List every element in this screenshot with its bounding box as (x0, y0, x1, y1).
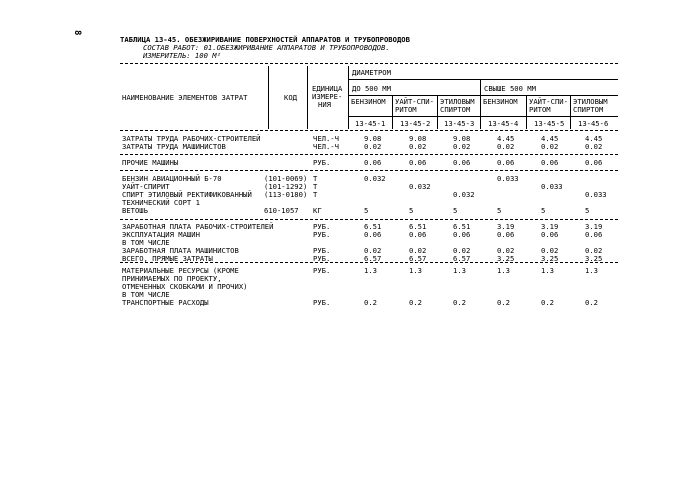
header-bottom-rule (120, 130, 618, 131)
code-13-45-4: 13-45-4 (488, 119, 519, 128)
row-value-col-6: 0.02 (585, 142, 603, 151)
row-value-col-4: 0.06 (497, 230, 515, 239)
row-value-col-6: 0.2 (585, 298, 598, 307)
row-unit: Т (313, 190, 318, 199)
row-value-col-6: 4.45 (585, 134, 603, 143)
row-value-col-2: 0.032 (409, 182, 431, 191)
row-name: ЗАРАБОТНАЯ ПЛАТА РАБОЧИХ-СТРОИТЕЛЕЙ (122, 222, 274, 231)
row-unit: РУБ. (313, 298, 331, 307)
row-value-col-3: 1.3 (453, 266, 466, 275)
row-value-col-1: 0.032 (364, 174, 386, 183)
row-unit: РУБ. (313, 246, 331, 255)
row-value-col-6: 3.19 (585, 222, 603, 231)
row-value-col-6: 0.02 (585, 246, 603, 255)
row-name: В ТОМ ЧИСЛЕ (122, 290, 170, 299)
row-name: ЗАРАБОТНАЯ ПЛАТА МАШИНИСТОВ (122, 246, 239, 255)
row-name: БЕНЗИН АВИАЦИОННЫЙ Б-70 (122, 174, 222, 183)
row-unit: Т (313, 182, 318, 191)
row-value-col-5: 0.06 (541, 230, 559, 239)
header-diameter: ДИАМЕТРОМ (352, 68, 391, 77)
row-value-col-1: 6.51 (364, 222, 382, 231)
row-value-col-1: 0.06 (364, 230, 382, 239)
row-value-col-1: 5 (364, 206, 369, 215)
divider-col-2-3 (437, 96, 438, 129)
divider-col-1-2 (392, 96, 393, 129)
row-value-col-5: 4.45 (541, 134, 559, 143)
row-name: ЗАТРАТЫ ТРУДА МАШИНИСТОВ (122, 142, 226, 151)
subcol-2-line-2: РИТОМ (395, 105, 417, 114)
row-unit: ЧЕЛ.-Ч (313, 142, 339, 151)
divider-unit-values (348, 66, 349, 129)
divider-col-3-4 (480, 80, 481, 129)
row-unit: РУБ. (313, 266, 331, 275)
header-unit-line-3: НИЯ (318, 100, 331, 109)
header-up-to-500: ДО 500 ММ (352, 84, 391, 93)
row-value-col-2: 6.51 (409, 222, 427, 231)
row-value-col-4: 1.3 (497, 266, 510, 275)
row-unit: РУБ. (313, 230, 331, 239)
row-unit: Т (313, 174, 318, 183)
row-value-col-3: 0.032 (453, 190, 475, 199)
row-value-col-5: 1.3 (541, 266, 554, 275)
row-value-col-1: 0.02 (364, 246, 382, 255)
row-name: МАТЕРИАЛЬНЫЕ РЕСУРСЫ (КРОМЕ (122, 266, 239, 275)
row-value-col-5: 0.2 (541, 298, 554, 307)
row-value-col-4: 0.02 (497, 246, 515, 255)
row-value-col-6: 1.3 (585, 266, 598, 275)
header-unit-line-1: ЕДИНИЦА (312, 84, 343, 93)
row-value-col-5: 3.19 (541, 222, 559, 231)
row-value-col-2: 9.08 (409, 134, 427, 143)
header-over-500: СВЫШЕ 500 ММ (484, 84, 536, 93)
diameter-rule (348, 79, 618, 80)
row-name: ОТМЕЧЕННЫХ СКОБКАМИ И ПРОЧИХ) (122, 282, 248, 291)
row-value-col-4: 0.06 (497, 158, 515, 167)
row-value-col-3: 6.51 (453, 222, 471, 231)
divider-col-5-6 (570, 96, 571, 129)
row-name: УАЙТ-СПИРИТ (122, 182, 170, 191)
row-value-col-1: 0.2 (364, 298, 377, 307)
row-code: (101-0069) (264, 174, 308, 183)
row-name: ЗАТРАТЫ ТРУДА РАБОЧИХ-СТРОИТЕЛЕЙ (122, 134, 261, 143)
row-name: ПРОЧИЕ МАШИНЫ (122, 158, 179, 167)
row-value-col-2: 0.2 (409, 298, 422, 307)
row-value-col-4: 0.02 (497, 142, 515, 151)
subcol-1-line-1: БЕНЗИНОМ (351, 97, 386, 106)
composition-of-work: СОСТАВ РАБОТ: 01.ОБЕЗЖИРИВАНИЕ АППАРАТОВ И ТРУБОПРОВОДОВ. (143, 43, 390, 52)
row-value-col-6: 5 (585, 206, 590, 215)
measurement-unit: ИЗМЕРИТЕЛЬ: 100 М² (143, 51, 221, 60)
row-value-col-3: 0.2 (453, 298, 466, 307)
row-value-col-5: 0.02 (541, 246, 559, 255)
row-value-col-1: 9.08 (364, 134, 382, 143)
subcol-3-line-1: ЭТИЛОВЫМ (440, 97, 475, 106)
header-unit-line-2: ИЗМЕРЕ- (312, 92, 343, 101)
subcol-6-line-1: ЭТИЛОВЫМ (573, 97, 608, 106)
group-separator (120, 170, 618, 171)
row-name: ВЕТОШЬ (122, 206, 148, 215)
row-unit: РУБ. (313, 254, 331, 263)
row-value-col-5: 0.02 (541, 142, 559, 151)
row-name: ТРАНСПОРТНЫЕ РАСХОДЫ (122, 298, 209, 307)
row-value-col-5: 0.06 (541, 158, 559, 167)
row-value-col-1: 6.57 (364, 254, 382, 263)
row-value-col-4: 3.19 (497, 222, 515, 231)
row-name: ВСЕГО, ПРЯМЫЕ ЗАТРАТЫ (122, 254, 213, 263)
subcol-3-line-2: СПИРТОМ (440, 105, 471, 114)
row-name: В ТОМ ЧИСЛЕ (122, 238, 170, 247)
row-value-col-1: 0.06 (364, 158, 382, 167)
row-name: ПРИНИМАЕМЫХ ПО ПРОЕКТУ, (122, 274, 222, 283)
row-value-col-3: 0.02 (453, 246, 471, 255)
row-value-col-6: 3.25 (585, 254, 603, 263)
row-code: (101-1292) (264, 182, 308, 191)
divider-col-4-5 (526, 96, 527, 129)
row-value-col-2: 0.06 (409, 230, 427, 239)
row-value-col-5: 3.25 (541, 254, 559, 263)
row-value-col-2: 6.57 (409, 254, 427, 263)
row-value-col-2: 0.06 (409, 158, 427, 167)
subcol-5-line-1: УАЙТ-СПИ- (529, 97, 568, 106)
row-value-col-4: 0.033 (497, 174, 519, 183)
row-value-col-2: 0.02 (409, 246, 427, 255)
subcol-2-line-1: УАЙТ-СПИ- (395, 97, 434, 106)
header-name-col: НАИМЕНОВАНИЕ ЭЛЕМЕНТОВ ЗАТРАТ (122, 93, 248, 102)
row-unit: РУБ. (313, 222, 331, 231)
group-separator (120, 219, 618, 220)
table-top-rule (120, 63, 618, 64)
subcol-5-line-2: РИТОМ (529, 105, 551, 114)
header-code-col: КОД (284, 93, 297, 102)
row-value-col-6: 0.033 (585, 190, 607, 199)
row-value-col-2: 5 (409, 206, 414, 215)
table-title: ТАБЛИЦА 13-45. ОБЕЗЖИРИВАНИЕ ПОВЕРХНОСТЕЙ АППАРАТОВ И ТРУБОПРОВОДОВ (120, 35, 410, 44)
row-value-col-1: 0.02 (364, 142, 382, 151)
row-value-col-3: 9.08 (453, 134, 471, 143)
row-value-col-3: 0.06 (453, 158, 471, 167)
row-value-col-4: 0.2 (497, 298, 510, 307)
row-name: ЭКСПЛУАТАЦИЯ МАШИН (122, 230, 200, 239)
page-number: 8 (72, 30, 82, 36)
row-name: ТЕХНИЧЕСКИЙ СОРТ 1 (122, 198, 200, 207)
row-value-col-6: 0.06 (585, 230, 603, 239)
row-name: СПИРТ ЭТИЛОВЫЙ РЕКТИФИКОВАННЫЙ (122, 190, 252, 199)
code-13-45-5: 13-45-5 (534, 119, 565, 128)
row-value-col-4: 5 (497, 206, 502, 215)
code-13-45-1: 13-45-1 (355, 119, 386, 128)
row-value-col-3: 5 (453, 206, 458, 215)
codes-rule (348, 116, 618, 117)
divider-code-unit (307, 66, 308, 129)
row-value-col-4: 3.25 (497, 254, 515, 263)
subheader-rule (348, 95, 618, 96)
row-value-col-5: 5 (541, 206, 546, 215)
row-value-col-2: 1.3 (409, 266, 422, 275)
code-13-45-2: 13-45-2 (400, 119, 431, 128)
row-value-col-3: 6.57 (453, 254, 471, 263)
group-separator (120, 154, 618, 155)
row-value-col-3: 0.06 (453, 230, 471, 239)
row-value-col-5: 0.033 (541, 182, 563, 191)
row-code: 610-1057 (264, 206, 299, 215)
subcol-6-line-2: СПИРТОМ (573, 105, 604, 114)
code-13-45-6: 13-45-6 (578, 119, 609, 128)
row-value-col-6: 0.06 (585, 158, 603, 167)
row-value-col-2: 0.02 (409, 142, 427, 151)
code-13-45-3: 13-45-3 (444, 119, 475, 128)
row-unit: КГ (313, 206, 322, 215)
row-value-col-1: 1.3 (364, 266, 377, 275)
row-unit: ЧЕЛ.-Ч (313, 134, 339, 143)
row-value-col-3: 0.02 (453, 142, 471, 151)
row-code: (113-0180) (264, 190, 308, 199)
divider-name-code (268, 66, 269, 129)
row-unit: РУБ. (313, 158, 331, 167)
subcol-4-line-1: БЕНЗИНОМ (483, 97, 518, 106)
row-value-col-4: 4.45 (497, 134, 515, 143)
